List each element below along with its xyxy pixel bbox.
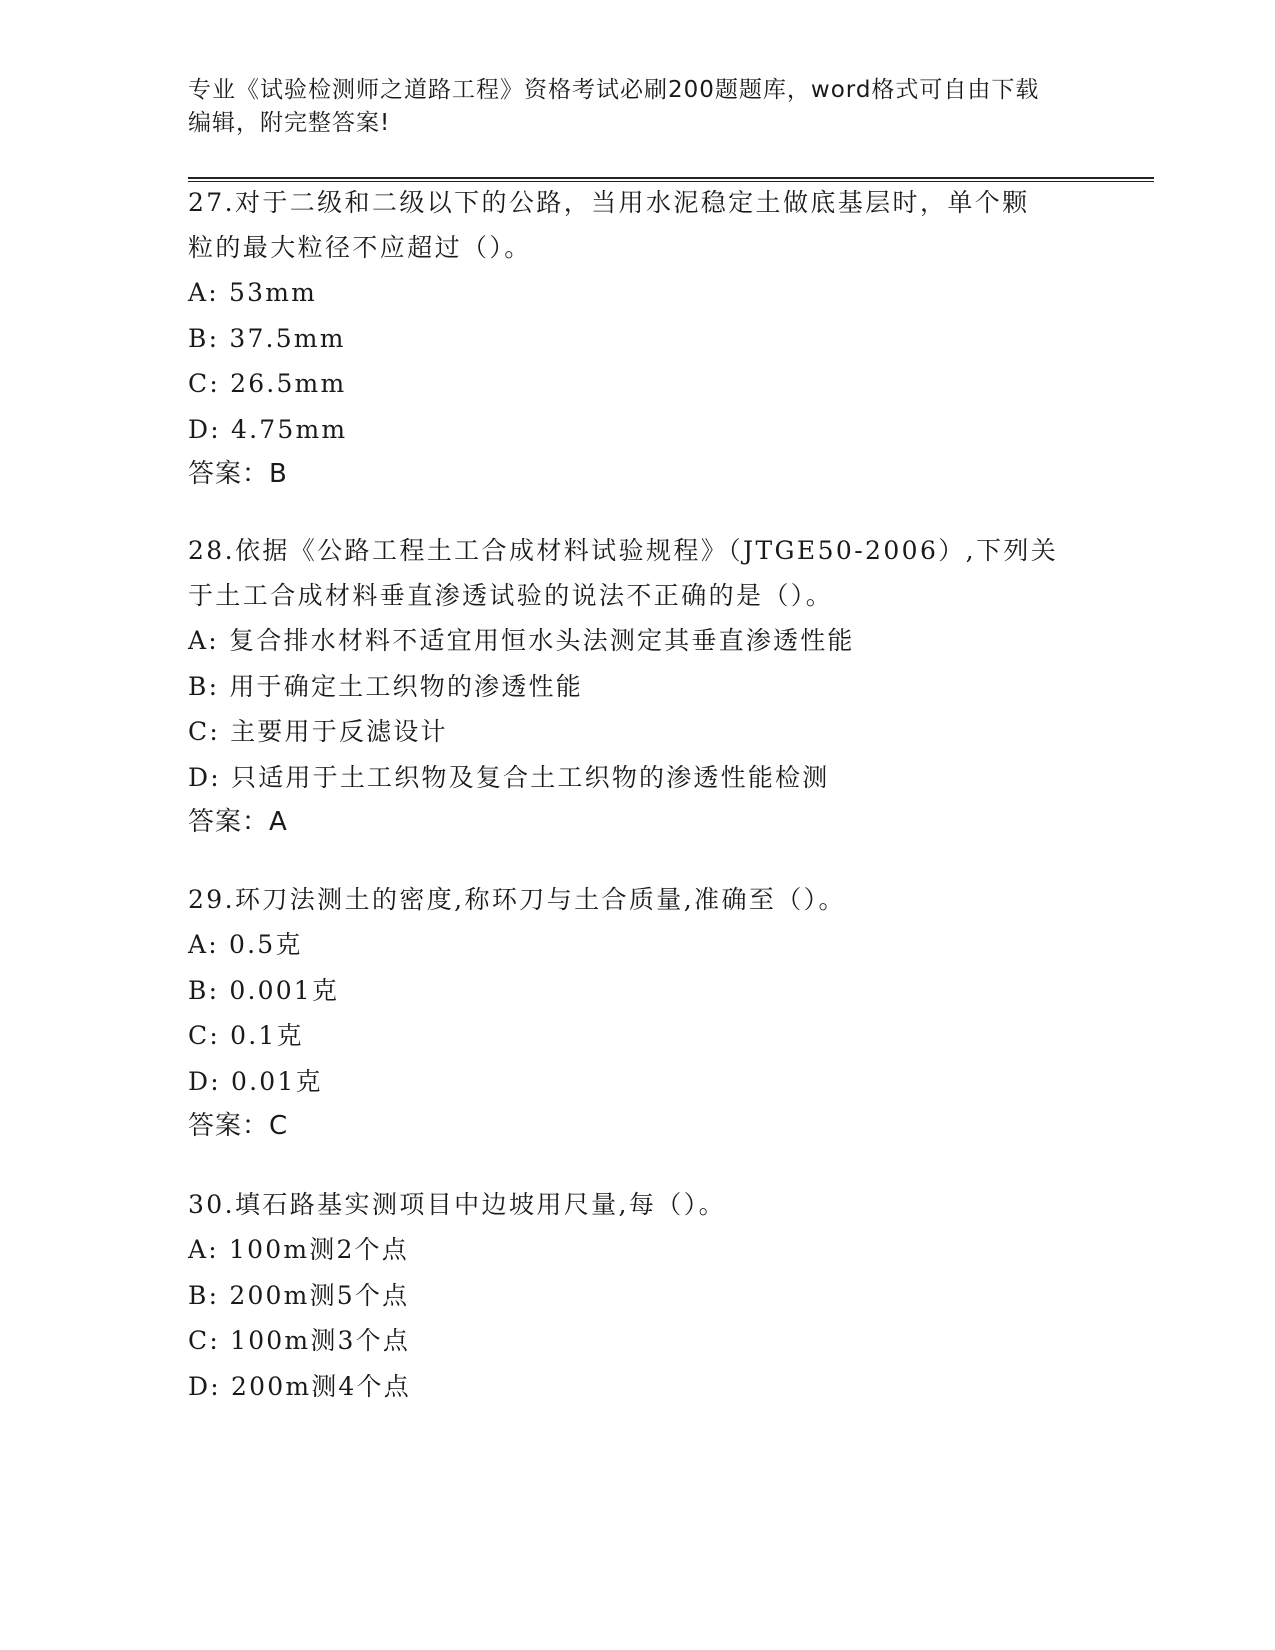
option-c: C: 26.5mm	[188, 369, 347, 398]
question-stem-line-1: 30.填石路基实测项目中边坡用尺量,每（）。	[188, 1190, 727, 1219]
option-c: C: 100m测3个点	[188, 1326, 411, 1355]
question-stem-line-2: 粒的最大粒径不应超过（）。	[188, 233, 532, 262]
option-c: C: 主要用于反滤设计	[188, 717, 448, 746]
header-line-2: 编辑，附完整答案!	[188, 110, 391, 136]
option-a: A: 100m测2个点	[188, 1235, 409, 1264]
option-b: B: 37.5mm	[188, 323, 346, 353]
answer: 答案：A	[188, 807, 288, 837]
option-c: C: 0.1克	[188, 1021, 304, 1050]
question-stem-line-1: 28.依据《公路工程土工合成材料试验规程》（JTGE50-2006）,下列关	[188, 536, 1059, 565]
option-a: A: 0.5克	[188, 930, 303, 959]
option-a: A: 53mm	[188, 278, 318, 307]
question-stem-line-2: 于土工合成材料垂直渗透试验的说法不正确的是（）。	[188, 581, 834, 610]
option-d: D: 0.01克	[188, 1066, 323, 1096]
option-b: B: 0.001克	[188, 975, 340, 1005]
question-27	[188, 180, 1088, 496]
option-d: D: 200m测4个点	[188, 1371, 411, 1401]
question-stem-line-1: 27.对于二级和二级以下的公路，当用水泥稳定土做底基层时，单个颗	[188, 188, 1030, 217]
question-29	[188, 877, 1088, 1148]
answer: 答案：C	[188, 1111, 289, 1141]
option-b: B: 200m测5个点	[188, 1280, 410, 1310]
question-stem-line-1: 29.环刀法测土的密度,称环刀与土合质量,准确至（）。	[188, 885, 846, 914]
answer: 答案：B	[188, 459, 288, 489]
document-header	[188, 74, 1068, 140]
option-a: A: 复合排水材料不适宜用恒水头法测定其垂直渗透性能	[188, 626, 855, 655]
option-d: D: 4.75mm	[188, 414, 348, 444]
option-d: D: 只适用于土工织物及复合土工织物的渗透性能检测	[188, 762, 830, 792]
question-30	[188, 1182, 1088, 1409]
option-b: B: 用于确定土工织物的渗透性能	[188, 671, 583, 701]
header-line-1: 专业《试验检测师之道路工程》资格考试必刷200题题库，word格式可自由下载	[188, 77, 1040, 103]
question-28	[188, 528, 1088, 844]
